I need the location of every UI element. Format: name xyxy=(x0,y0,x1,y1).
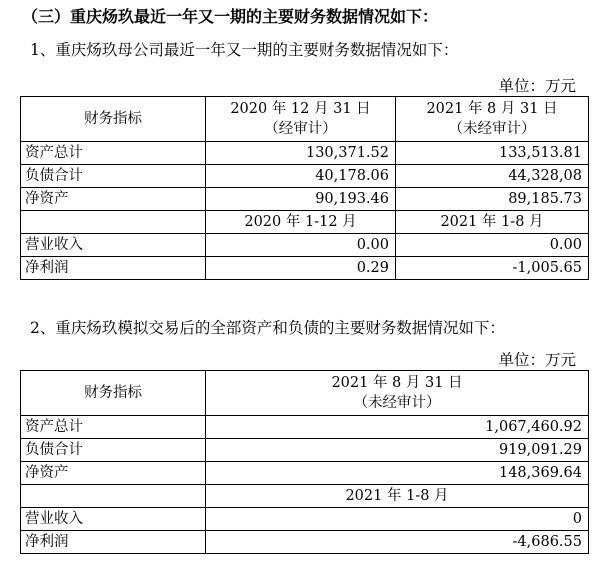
period-header-row xyxy=(21,211,589,234)
row-value-2021: 89,185.73 xyxy=(396,188,589,211)
table-header-row xyxy=(21,97,589,142)
row-value-2021: 44,328,08 xyxy=(396,165,589,188)
row-label: 净资产 xyxy=(21,188,206,211)
row-value: 919,091.29 xyxy=(206,439,589,462)
row-label: 净资产 xyxy=(21,462,206,485)
header-indicator: 财务指标 xyxy=(21,371,206,416)
header-2021-audit: （未经审计） xyxy=(448,121,536,137)
period-header-row xyxy=(21,485,589,508)
row-value-2020: 0.29 xyxy=(206,257,396,280)
post-transaction-financial-table xyxy=(20,370,589,554)
row-label: 净利润 xyxy=(21,257,206,280)
row-value: -4,686.55 xyxy=(206,531,589,554)
table-row xyxy=(21,439,589,462)
period-blank xyxy=(21,211,206,234)
section2-title: 2、重庆炀玖模拟交易后的全部资产和负债的主要财务数据情况如下： xyxy=(30,319,505,337)
table-header-row xyxy=(21,371,589,416)
header-2020-date: 2020 年 12 月 31 日 xyxy=(230,101,371,117)
section2-unit: 单位：万元 xyxy=(498,351,576,369)
header-2020-col xyxy=(206,97,396,142)
header-2021-audit: （未经审计） xyxy=(353,395,441,411)
table-row xyxy=(21,257,589,280)
header-2021-date: 2021 年 8 月 31 日 xyxy=(331,375,463,391)
parent-company-financial-table xyxy=(20,96,589,280)
row-value: 0 xyxy=(206,508,589,531)
table-row xyxy=(21,531,589,554)
row-value-2021: 0.00 xyxy=(396,234,589,257)
row-value: 1,067,460.92 xyxy=(206,416,589,439)
period-2021: 2021 年 1-8 月 xyxy=(396,211,589,234)
row-value: 148,369.64 xyxy=(206,462,589,485)
row-value-2021: 133,513.81 xyxy=(396,142,589,165)
row-label: 营业收入 xyxy=(21,234,206,257)
row-label: 资产总计 xyxy=(21,416,206,439)
period-blank xyxy=(21,485,206,508)
table-row xyxy=(21,416,589,439)
row-label: 资产总计 xyxy=(21,142,206,165)
row-value-2020: 0.00 xyxy=(206,234,396,257)
table-row xyxy=(21,142,589,165)
row-label: 负债合计 xyxy=(21,439,206,462)
row-label: 负债合计 xyxy=(21,165,206,188)
row-value-2020: 90,193.46 xyxy=(206,188,396,211)
table-row xyxy=(21,508,589,531)
period-2021: 2021 年 1-8 月 xyxy=(206,485,589,508)
period-2020: 2020 年 1-12 月 xyxy=(206,211,396,234)
table-row xyxy=(21,188,589,211)
section-heading: （三）重庆炀玖最近一年又一期的主要财务数据情况如下： xyxy=(22,7,439,26)
section1-unit: 单位：万元 xyxy=(498,77,576,95)
row-value-2021: -1,005.65 xyxy=(396,257,589,280)
header-indicator: 财务指标 xyxy=(21,97,206,142)
header-2020-audit: （经审计） xyxy=(264,121,337,137)
header-2021-col xyxy=(206,371,589,416)
row-value-2020: 130,371.52 xyxy=(206,142,396,165)
table-row xyxy=(21,165,589,188)
row-label: 营业收入 xyxy=(21,508,206,531)
section1-title: 1、重庆炀玖母公司最近一年又一期的主要财务数据情况如下： xyxy=(30,41,459,59)
header-2021-col xyxy=(396,97,589,142)
row-value-2020: 40,178.06 xyxy=(206,165,396,188)
header-2021-date: 2021 年 8 月 31 日 xyxy=(426,101,558,117)
row-label: 净利润 xyxy=(21,531,206,554)
table-row xyxy=(21,462,589,485)
table-row xyxy=(21,234,589,257)
